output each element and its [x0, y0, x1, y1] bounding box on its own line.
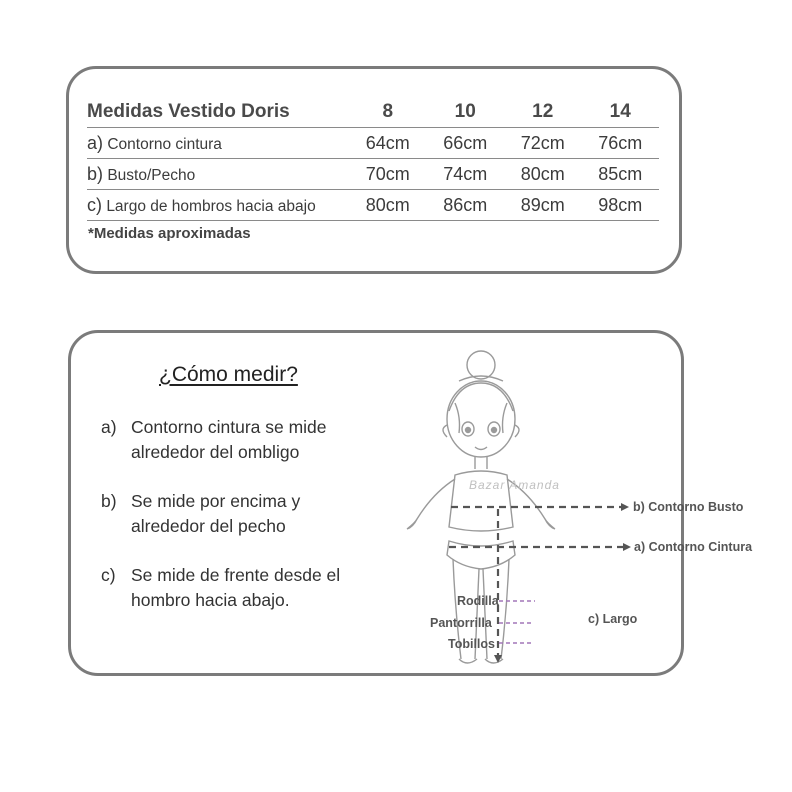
table-cell: 76cm [582, 128, 660, 159]
cintura-label: a) Contorno Cintura [634, 540, 753, 554]
table-cell: 98cm [582, 190, 660, 221]
table-cell: 85cm [582, 159, 660, 190]
busto-arrow-icon [621, 503, 629, 511]
row-label [87, 190, 349, 221]
list-item [101, 563, 371, 613]
approximate-note: *Medidas aproximadas [88, 225, 251, 242]
list-marker: b) [101, 491, 117, 511]
list-item-text: Contorno cintura se mide alrededor del ombligo [131, 417, 327, 462]
table-cell: 74cm [427, 159, 505, 190]
row-label-text: Largo de hombros hacia abajo [106, 197, 316, 215]
list-item-text: Se mide por encima y alrededor del pecho [131, 491, 301, 536]
arrow-heads [494, 503, 631, 663]
busto-label: b) Contorno Busto [633, 500, 744, 514]
how-to-measure-card [68, 330, 753, 676]
list-item-text: Se mide de frente desde el hombro hacia abajo. [131, 565, 341, 610]
how-to-measure-title: ¿Cómo medir? [159, 363, 298, 386]
size-chart-card [66, 66, 682, 274]
row-letter: a) [87, 132, 104, 153]
table-cell: 80cm [349, 190, 427, 221]
rodilla-label: Rodilla [457, 594, 499, 608]
girl-measurement-figure [351, 341, 753, 671]
list-item [101, 489, 371, 539]
size-table-header-row [87, 97, 659, 128]
list-marker: c) [101, 565, 116, 585]
pantorrilla-label: Pantorrilla [430, 616, 492, 630]
table-cell: 89cm [504, 190, 582, 221]
largo-label: c) Largo [588, 612, 638, 626]
table-cell: 66cm [427, 128, 505, 159]
table-row [87, 159, 659, 190]
row-letter: b) [87, 163, 104, 184]
table-cell: 70cm [349, 159, 427, 190]
size-table-title: Medidas Vestido Doris [87, 97, 349, 128]
row-label-text: Busto/Pecho [107, 166, 196, 184]
table-cell: 72cm [504, 128, 582, 159]
table-cell: 64cm [349, 128, 427, 159]
row-label [87, 128, 349, 159]
cintura-arrow-icon [623, 543, 631, 551]
table-cell: 80cm [504, 159, 582, 190]
table-row [87, 128, 659, 159]
row-label [87, 159, 349, 190]
size-header-14: 14 [582, 97, 660, 128]
list-marker: a) [101, 417, 117, 437]
size-header-10: 10 [427, 97, 505, 128]
watermark-text: Bazar Amanda [469, 478, 560, 492]
tobillos-label: Tobillos [448, 637, 495, 651]
size-header-12: 12 [504, 97, 582, 128]
largo-arrow-icon [494, 655, 502, 663]
size-header-8: 8 [349, 97, 427, 128]
size-table [87, 97, 659, 221]
row-label-text: Contorno cintura [107, 135, 222, 153]
table-cell: 86cm [427, 190, 505, 221]
table-row [87, 190, 659, 221]
list-item [101, 415, 371, 465]
instructions-list [101, 415, 371, 637]
row-letter: c) [87, 194, 102, 215]
